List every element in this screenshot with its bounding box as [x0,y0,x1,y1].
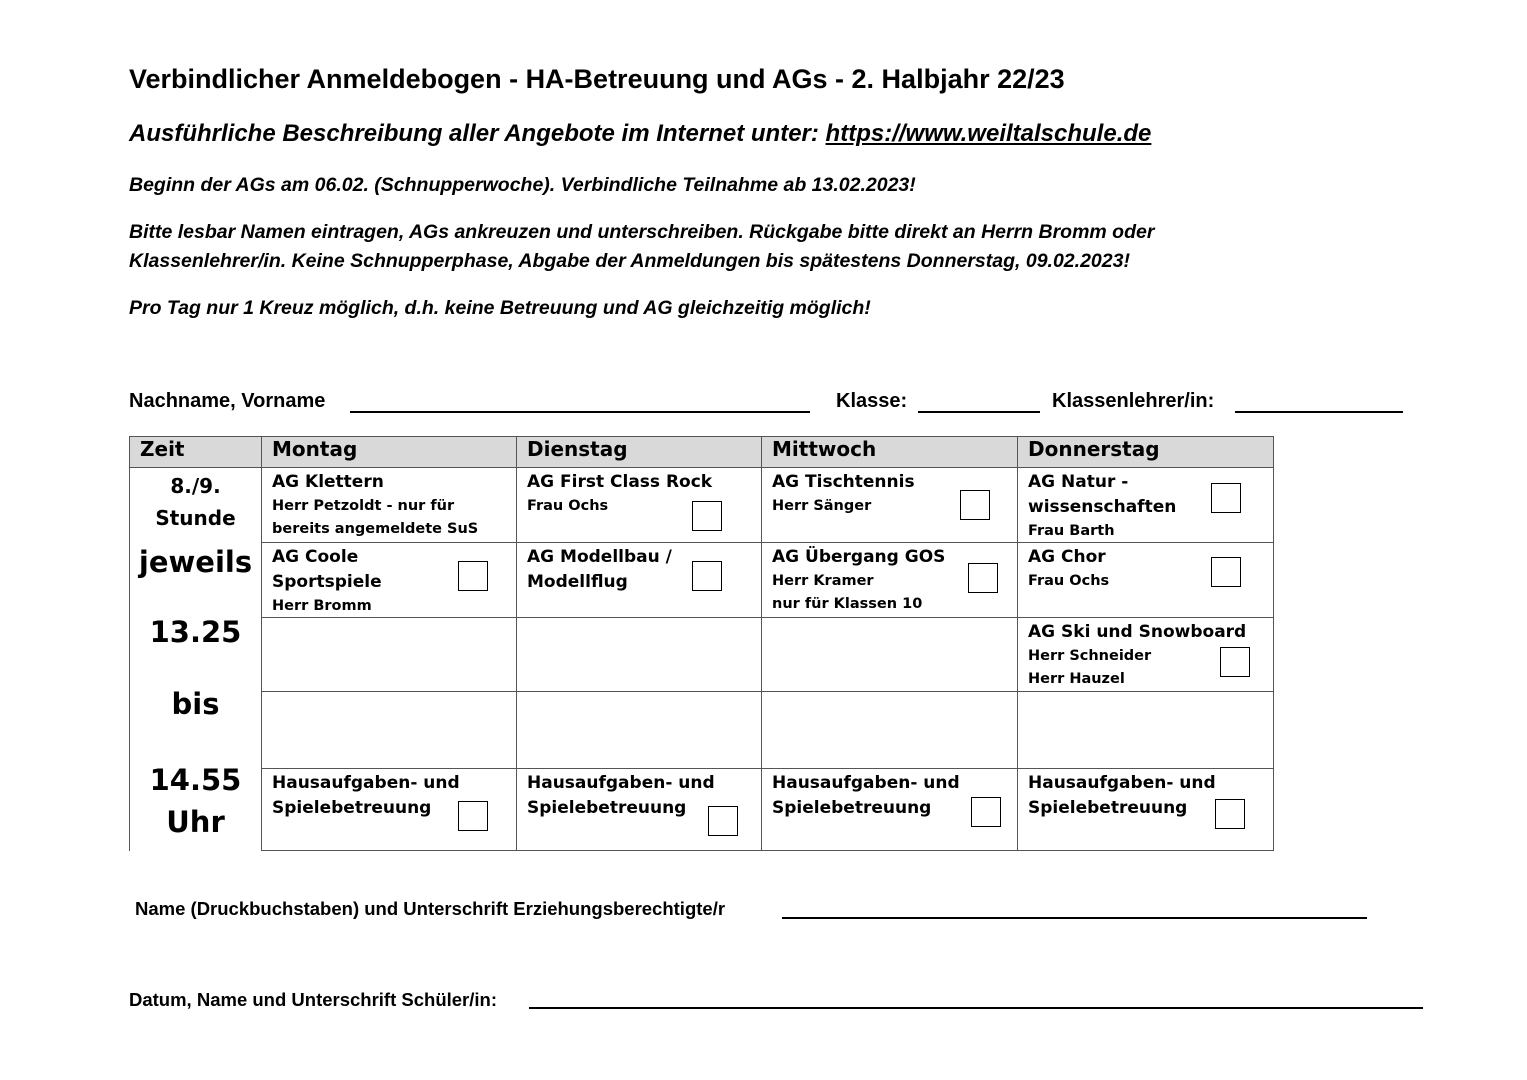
time-bis: bis [171,687,220,721]
start-note: Beginn der AGs am 06.02. (Schnupperwoche). Verbindliche Teilnahme ab 13.02.2023! [129,174,916,196]
ag-title: AG Coole [272,547,359,567]
table-row [130,543,1274,618]
form-title: Verbindlicher Anmeldebogen - HA-Betreuung und AGs - 2. Halbjahr 22/23 [129,64,1065,94]
ag-title: Hausaufgaben- und [527,773,715,793]
class-label: Klasse: [836,390,908,412]
ag-title: AG Tischtennis [772,472,915,492]
time-period: 8./9. [170,474,221,498]
name-label: Nachname, Vorname [129,390,326,412]
teacher-label: Klassenlehrer/in: [1052,390,1215,412]
header-row [130,437,1274,468]
ag-title-cont: Sportspiele [272,572,382,592]
cell-mon-coole-sportspiele [262,543,517,618]
ag-title: AG Klettern [272,472,384,492]
header-donnerstag: Donnerstag [1018,437,1274,468]
ag-title-cont: Spielebetreuung [1028,798,1188,818]
ag-title: AG Übergang GOS [772,547,946,567]
ag-teacher: Frau Ochs [1028,573,1110,589]
time-jeweils: jeweils [138,545,253,579]
empty-cell [262,692,517,769]
checkbox-mon-hausaufgaben[interactable] [458,801,488,831]
instructions-line-1: Bitte lesbar Namen eintragen, AGs ankreuzen und unterschreiben. Rückgabe bitte direkt an Herrn Bromm oder [129,221,1155,243]
header-zeit: Zeit [130,437,262,468]
checkbox-wed-tischtennis[interactable] [960,490,990,520]
time-start: 13.25 [149,615,242,649]
ag-teacher-2: Herr Hauzel [1028,671,1125,687]
empty-cell [1018,692,1274,769]
table-row [130,692,1274,769]
checkbox-tue-first-class-rock[interactable] [692,501,722,531]
cell-mon-hausaufgaben [262,769,517,851]
ag-title: Hausaufgaben- und [772,773,960,793]
ag-teacher: Herr Schneider [1028,648,1152,664]
cell-wed-tischtennis [762,468,1018,543]
cell-wed-hausaufgaben [762,769,1018,851]
empty-cell [762,618,1018,692]
empty-cell [517,618,762,692]
ag-title: AG Modellbau / [527,547,672,567]
empty-cell [517,692,762,769]
time-uhr: Uhr [166,805,225,839]
ag-teacher: Herr Kramer [772,573,874,589]
parent-signature-label: Name (Druckbuchstaben) und Unterschrift Erziehungsberechtigte/r [135,898,726,919]
cell-thu-chor [1018,543,1274,618]
ag-title: AG First Class Rock [527,472,713,492]
ag-title: AG Ski und Snowboard [1028,622,1247,642]
ag-title: Hausaufgaben- und [1028,773,1216,793]
checkbox-mon-coole-sportspiele[interactable] [458,561,488,591]
ag-teacher: Frau Barth [1028,523,1115,539]
ag-title: AG Chor [1028,547,1106,567]
cell-tue-modellbau [517,543,762,618]
checkbox-tue-modellbau[interactable] [692,561,722,591]
instructions-line-2: Klassenlehrer/in. Keine Schnupperphase, Abgabe der Anmeldungen bis spätestens Donnerstag, 09.02.2023! [129,250,1130,272]
ag-teacher: Herr Petzoldt - nur für [272,498,455,514]
website-reference-text: Ausführliche Beschreibung aller Angebote im Internet unter: [129,120,819,147]
ag-title-cont: Spielebetreuung [272,798,432,818]
checkbox-thu-hausaufgaben[interactable] [1215,799,1245,829]
table-row [130,769,1274,851]
cell-wed-uebergang-gos [762,543,1018,618]
header-mittwoch: Mittwoch [762,437,1018,468]
ag-title-cont: wissenschaften [1028,497,1177,517]
ag-title: AG Natur - [1028,472,1129,492]
ag-teacher: Herr Bromm [272,598,372,614]
cell-thu-hausaufgaben [1018,769,1274,851]
empty-cell [262,618,517,692]
checkbox-wed-hausaufgaben[interactable] [971,797,1001,827]
checkbox-thu-naturwissenschaften[interactable] [1211,483,1241,513]
table-row [130,618,1274,692]
ag-title-cont: Modellflug [527,572,628,592]
ag-title: Hausaufgaben- und [272,773,460,793]
website-link[interactable]: https://www.weiltalschule.de [825,120,1152,147]
name-field[interactable] [350,411,810,413]
teacher-field[interactable] [1235,411,1403,413]
time-stunde: Stunde [155,506,236,530]
cell-thu-naturwissenschaften [1018,468,1274,543]
cell-thu-ski-snowboard [1018,618,1274,692]
ag-title-cont: Spielebetreuung [772,798,932,818]
class-field[interactable] [918,411,1040,413]
ag-teacher: Frau Ochs [527,498,609,514]
schedule-table [129,436,1274,851]
ag-title-cont: Spielebetreuung [527,798,687,818]
cell-mon-klettern [262,468,517,543]
checkbox-wed-uebergang-gos[interactable] [968,563,998,593]
cell-tue-first-class-rock [517,468,762,543]
table-row [130,468,1274,543]
checkbox-thu-chor[interactable] [1211,557,1241,587]
cell-tue-hausaufgaben [517,769,762,851]
time-end: 14.55 [149,763,242,797]
header-montag: Montag [262,437,517,468]
header-dienstag: Dienstag [517,437,762,468]
student-signature-field[interactable] [529,1007,1423,1009]
rule-note: Pro Tag nur 1 Kreuz möglich, d.h. keine Betreuung und AG gleichzeitig möglich! [129,297,871,319]
ag-note: nur für Klassen 10 [772,596,923,612]
time-cell [130,468,262,851]
checkbox-tue-hausaufgaben[interactable] [708,806,738,836]
empty-cell [762,692,1018,769]
checkbox-thu-ski-snowboard[interactable] [1220,647,1250,677]
ag-note: bereits angemeldete SuS [272,521,479,537]
ag-teacher: Herr Sänger [772,498,872,514]
website-reference [129,120,1151,148]
student-signature-label: Datum, Name und Unterschrift Schüler/in: [129,989,497,1010]
parent-signature-field[interactable] [782,917,1367,919]
